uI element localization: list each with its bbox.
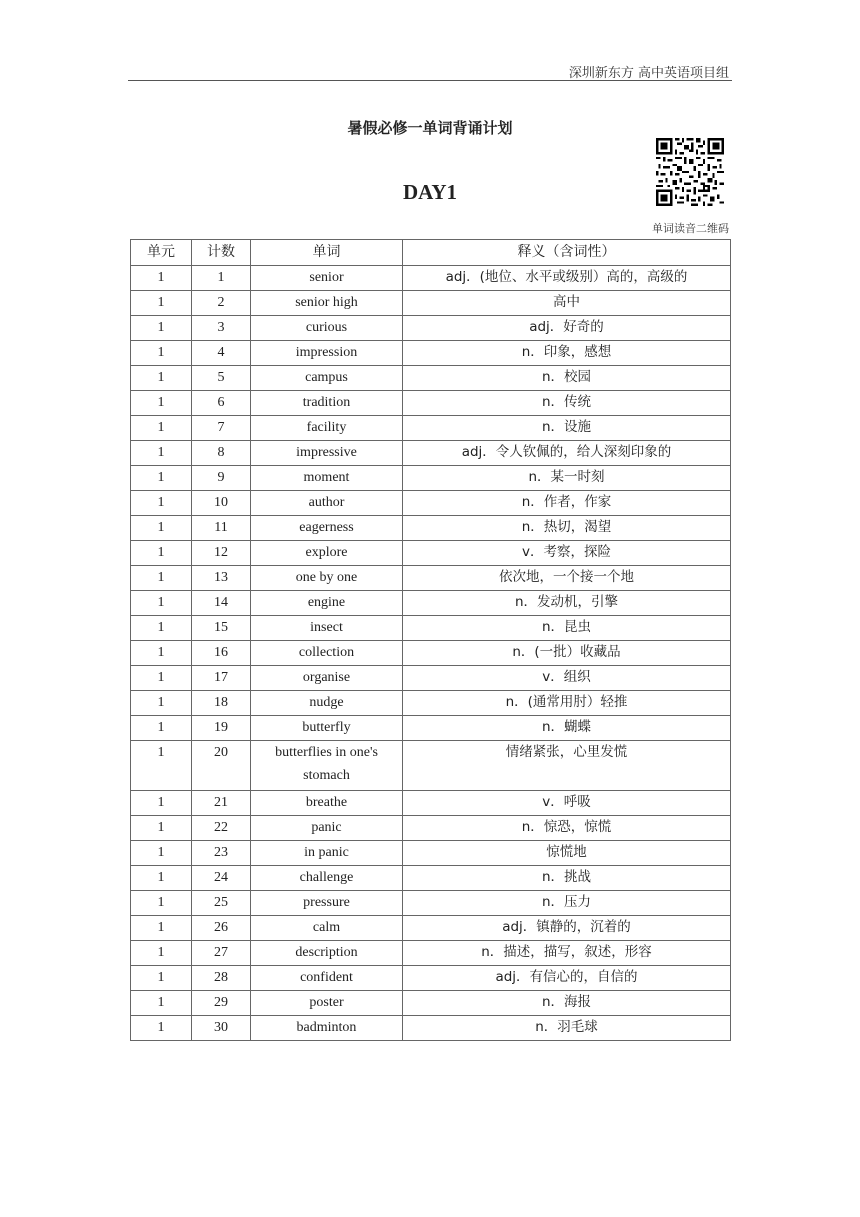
cell-meaning: 情绪紧张，心里发慌 — [403, 741, 731, 791]
cell-count: 27 — [192, 941, 251, 966]
cell-unit: 1 — [131, 791, 192, 816]
table-row — [131, 616, 731, 641]
cell-word: organise — [251, 666, 403, 691]
table-row — [131, 516, 731, 541]
cell-word: butterfly — [251, 716, 403, 741]
cell-word: campus — [251, 366, 403, 391]
cell-unit: 1 — [131, 1016, 192, 1041]
cell-meaning: n．(一批）收藏品 — [403, 641, 731, 666]
cell-word: senior high — [251, 291, 403, 316]
cell-unit: 1 — [131, 816, 192, 841]
header-org-label: 深圳新东方 高中英语项目组 — [568, 66, 729, 81]
cell-word: eagerness — [251, 516, 403, 541]
cell-meaning: adj．令人钦佩的，给人深刻印象的 — [403, 441, 731, 466]
cell-word: in panic — [251, 841, 403, 866]
cell-word: facility — [251, 416, 403, 441]
cell-word: moment — [251, 466, 403, 491]
cell-unit: 1 — [131, 916, 192, 941]
cell-count: 4 — [192, 341, 251, 366]
cell-count: 11 — [192, 516, 251, 541]
cell-word: curious — [251, 316, 403, 341]
cell-meaning: v．考察，探险 — [403, 541, 731, 566]
cell-unit: 1 — [131, 591, 192, 616]
cell-count: 2 — [192, 291, 251, 316]
qr-code-icon — [656, 138, 724, 206]
cell-meaning: 依次地，一个接一个地 — [403, 566, 731, 591]
cell-count: 24 — [192, 866, 251, 891]
cell-word: confident — [251, 966, 403, 991]
table-row — [131, 266, 731, 291]
cell-count: 25 — [192, 891, 251, 916]
table-header-row — [131, 240, 731, 266]
cell-unit: 1 — [131, 516, 192, 541]
table-row — [131, 441, 731, 466]
cell-meaning: v．组织 — [403, 666, 731, 691]
cell-word: challenge — [251, 866, 403, 891]
cell-meaning: n．惊恐，惊慌 — [403, 816, 731, 841]
table-row — [131, 741, 731, 791]
cell-meaning: n．传统 — [403, 391, 731, 416]
header-divider — [128, 80, 732, 81]
cell-meaning: 高中 — [403, 291, 731, 316]
cell-meaning: n．作者，作家 — [403, 491, 731, 516]
cell-unit: 1 — [131, 441, 192, 466]
cell-meaning: adj．好奇的 — [403, 316, 731, 341]
cell-meaning: adj．有信心的，自信的 — [403, 966, 731, 991]
cell-meaning: n．挑战 — [403, 866, 731, 891]
cell-meaning: n．压力 — [403, 891, 731, 916]
cell-unit: 1 — [131, 741, 192, 791]
table-row — [131, 466, 731, 491]
cell-count: 20 — [192, 741, 251, 791]
table-row — [131, 666, 731, 691]
table-row — [131, 991, 731, 1016]
cell-word: tradition — [251, 391, 403, 416]
cell-unit: 1 — [131, 391, 192, 416]
cell-meaning: adj．(地位、水平或级别）高的，高级的 — [403, 266, 731, 291]
cell-word: impressive — [251, 441, 403, 466]
cell-word: explore — [251, 541, 403, 566]
table-row — [131, 691, 731, 716]
cell-count: 21 — [192, 791, 251, 816]
cell-count: 17 — [192, 666, 251, 691]
cell-word: collection — [251, 641, 403, 666]
cell-word: one by one — [251, 566, 403, 591]
cell-unit: 1 — [131, 966, 192, 991]
cell-count: 13 — [192, 566, 251, 591]
table-row — [131, 841, 731, 866]
cell-count: 12 — [192, 541, 251, 566]
cell-meaning: n．(通常用肘）轻推 — [403, 691, 731, 716]
cell-count: 5 — [192, 366, 251, 391]
table-row — [131, 866, 731, 891]
cell-count: 1 — [192, 266, 251, 291]
cell-word: impression — [251, 341, 403, 366]
cell-count: 3 — [192, 316, 251, 341]
cell-word: butterflies in one's stomach — [251, 741, 403, 791]
cell-unit: 1 — [131, 666, 192, 691]
cell-unit: 1 — [131, 991, 192, 1016]
cell-count: 18 — [192, 691, 251, 716]
table-row — [131, 641, 731, 666]
table-row — [131, 291, 731, 316]
cell-count: 14 — [192, 591, 251, 616]
cell-meaning: n．羽毛球 — [403, 1016, 731, 1041]
cell-word: panic — [251, 816, 403, 841]
cell-meaning: n．蝴蝶 — [403, 716, 731, 741]
table-body — [131, 266, 731, 1041]
cell-unit: 1 — [131, 541, 192, 566]
table-row — [131, 716, 731, 741]
cell-meaning: n．校园 — [403, 366, 731, 391]
cell-unit: 1 — [131, 941, 192, 966]
cell-count: 16 — [192, 641, 251, 666]
cell-unit: 1 — [131, 366, 192, 391]
vocabulary-table — [130, 239, 731, 1041]
cell-word: badminton — [251, 1016, 403, 1041]
cell-meaning: n．热切，渴望 — [403, 516, 731, 541]
header-meaning: 释义（含词性） — [403, 240, 731, 266]
cell-unit: 1 — [131, 341, 192, 366]
cell-meaning: n．海报 — [403, 991, 731, 1016]
table-row — [131, 941, 731, 966]
cell-word: engine — [251, 591, 403, 616]
cell-unit: 1 — [131, 266, 192, 291]
header-word: 单词 — [251, 240, 403, 266]
cell-count: 23 — [192, 841, 251, 866]
table-row — [131, 391, 731, 416]
cell-unit: 1 — [131, 841, 192, 866]
cell-word: senior — [251, 266, 403, 291]
cell-meaning: n．描述，描写，叙述，形容 — [403, 941, 731, 966]
cell-unit: 1 — [131, 891, 192, 916]
cell-count: 26 — [192, 916, 251, 941]
table-row — [131, 341, 731, 366]
cell-unit: 1 — [131, 466, 192, 491]
cell-unit: 1 — [131, 616, 192, 641]
cell-count: 28 — [192, 966, 251, 991]
table-row — [131, 816, 731, 841]
cell-meaning: n．发动机，引擎 — [403, 591, 731, 616]
cell-count: 10 — [192, 491, 251, 516]
cell-unit: 1 — [131, 491, 192, 516]
table-row — [131, 791, 731, 816]
cell-word: poster — [251, 991, 403, 1016]
cell-unit: 1 — [131, 316, 192, 341]
document-title: 暑假必修一单词背诵计划 — [347, 119, 513, 137]
table-row — [131, 541, 731, 566]
table-row — [131, 891, 731, 916]
cell-unit: 1 — [131, 641, 192, 666]
cell-meaning: v．呼吸 — [403, 791, 731, 816]
day-heading: DAY1 — [402, 180, 458, 204]
cell-count: 6 — [192, 391, 251, 416]
cell-word: author — [251, 491, 403, 516]
header-unit: 单元 — [131, 240, 192, 266]
table-row — [131, 566, 731, 591]
cell-meaning: n．印象，感想 — [403, 341, 731, 366]
cell-unit: 1 — [131, 866, 192, 891]
cell-unit: 1 — [131, 291, 192, 316]
table-row — [131, 966, 731, 991]
table-row — [131, 416, 731, 441]
cell-count: 19 — [192, 716, 251, 741]
table-row — [131, 491, 731, 516]
cell-word: insect — [251, 616, 403, 641]
cell-count: 8 — [192, 441, 251, 466]
cell-meaning: adj．镇静的，沉着的 — [403, 916, 731, 941]
table-row — [131, 366, 731, 391]
cell-count: 9 — [192, 466, 251, 491]
cell-word: description — [251, 941, 403, 966]
qr-caption: 单词读音二维码 — [652, 222, 729, 235]
cell-word: pressure — [251, 891, 403, 916]
cell-meaning: 惊慌地 — [403, 841, 731, 866]
table-row — [131, 1016, 731, 1041]
cell-unit: 1 — [131, 416, 192, 441]
table-row — [131, 591, 731, 616]
header-count: 计数 — [192, 240, 251, 266]
cell-count: 15 — [192, 616, 251, 641]
cell-meaning: n．设施 — [403, 416, 731, 441]
cell-count: 7 — [192, 416, 251, 441]
cell-unit: 1 — [131, 716, 192, 741]
cell-word: breathe — [251, 791, 403, 816]
cell-count: 29 — [192, 991, 251, 1016]
cell-meaning: n．昆虫 — [403, 616, 731, 641]
cell-unit: 1 — [131, 566, 192, 591]
table-row — [131, 316, 731, 341]
table-row — [131, 916, 731, 941]
cell-unit: 1 — [131, 691, 192, 716]
cell-word: nudge — [251, 691, 403, 716]
cell-count: 30 — [192, 1016, 251, 1041]
cell-word: calm — [251, 916, 403, 941]
cell-meaning: n．某一时刻 — [403, 466, 731, 491]
cell-count: 22 — [192, 816, 251, 841]
